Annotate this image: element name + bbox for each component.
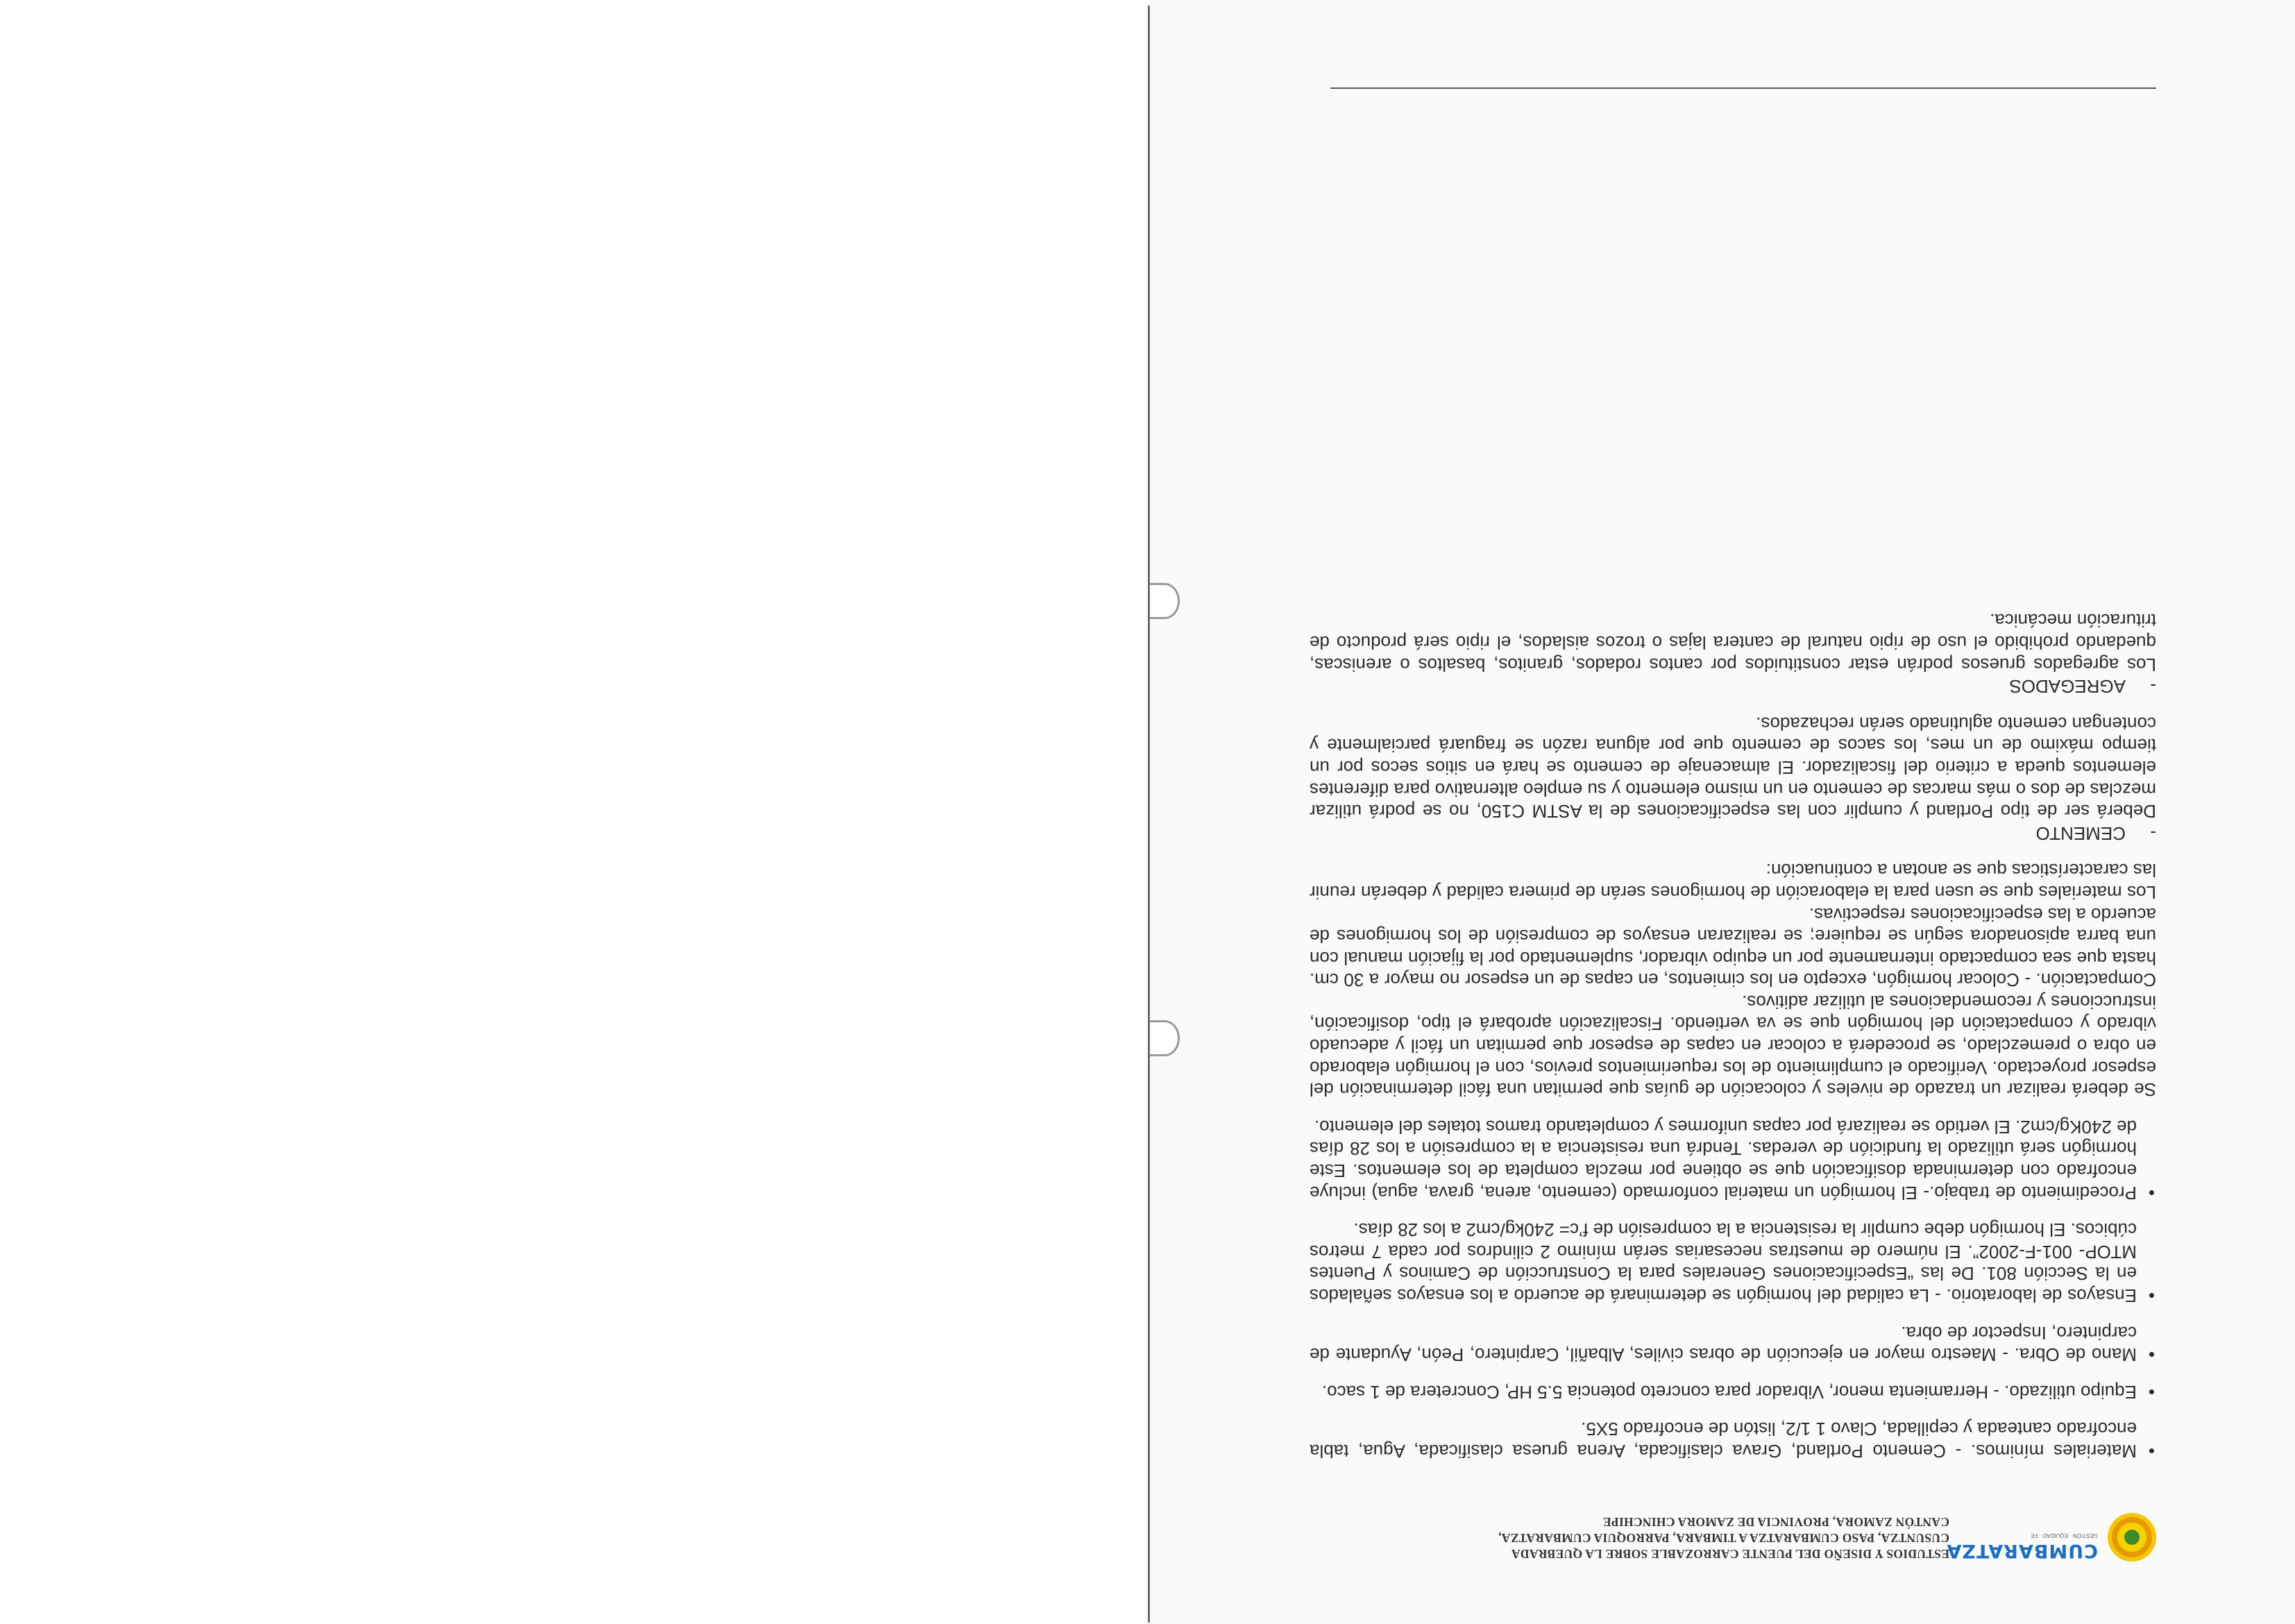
logo-tagline: GESTIÓN · EQUIDAD · FE (2031, 1532, 2098, 1539)
paragraph-compaction: Compactación. - Colocar hormigón, excepto en los cimientos, en capas de un espesor no mayor a 30 cm. hasta que sea compactado internamente por un equipo vibrador, suplementado por la fijación manual con una barra apisonadora según se requiere; se realizaran ensayos de compresión de los hormigones de acuerdo a las especificaciones respectivas. (1310, 904, 2156, 991)
section-text-cement: Deberá ser de tipo Portland y cumplir con las especificaciones de la ASTM C150, no se podrá utilizar mezclas de dos o más marcas de cemento en un mismo elemento y su empleo alternativo para diferentes elementos queda a criterio del fiscalizador. El almacenaje de cemento se hará en sitios secos por un tiempo máximo de un mes, los sacos de cemento que por alguna razón se fraguará parcialmente y contengan cemento aglutinado serán rechazados. (1310, 713, 2156, 822)
paragraph-leveling: Se deberá realizar un trazado de niveles y colocación de guías que permitan una fácil determinación del espesor proyectado. Verificado el cumplimiento de los requerimientos previos, con el hormigón elaborado en obra o premezclado, se procederá a colocar en capas de espesor que permitan un fácil y adecuado vibrado y compactación del hormigón que se va vertiendo. Fiscalización aprobará el tipo, dosificación, instrucciones y recomendaciones al utilizar aditivos. (1310, 991, 2156, 1101)
document-body (1310, 609, 2156, 1462)
section-text-aggregates: Los agregados gruesos podrán estar constituidos por cantos rodados, granitos, basaltos o areniscas, quedando prohibido el uso de ripio natural de cantera lajas o trozos aislados, el ripio será producto de trituración mecánica. (1310, 610, 2156, 675)
title-line-3: CANTÓN ZAMORA, PROVINCIA DE ZAMORA CHINCHIPE (1602, 1515, 1949, 1529)
title-line-1: ESTUDIOS Y DISEÑO DEL PUENTE CARROZABLE SOBRE LA QUEBRADA (1511, 1547, 1949, 1561)
logo-name: CUMBARATZA (1946, 1540, 2098, 1562)
list-item-lab-tests: • Ensayos de laboratorio. - La calidad del hormigón se determinará de acuerdo a los ensayos señalados en la Sección 801. De las “Especificaciones Generales para la Construcción de Caminos y Puentes MTOP- 001-F-2002”. El número de muestras necesarias serán mínimo 2 cilindros por cada 7 metros cúbicos. El hormigón debe cumplir la resistencia a la compresión de f’c= 240kg/cm2 a los 28 días. (1310, 1219, 2137, 1306)
brand-logo (1946, 1532, 2098, 1562)
section-heading-cement: -CEMENTO (2035, 822, 2156, 844)
section-title-cement: CEMENTO (2035, 822, 2126, 844)
paragraph-materials-intro: Los materiales que se usen para la elaboración de hormigones serán de primera calidad y deberán reunir las características que se anotan a continuación: (1310, 860, 2156, 903)
list-item-equipment: • Equipo utilizado. - Herramienta menor, Vibrador para concreto potencia 5.5 HP, Concretera de 1 saco. (1310, 1380, 2137, 1403)
title-line-2: CUSUNTZA, PASO CUMBARATZA A TIMBARA, PARROQUIA CUMBARATZA, (1498, 1531, 1949, 1545)
bullet-list (1310, 1115, 2156, 1462)
footer-rule (1330, 87, 2156, 89)
document-header (1310, 1471, 2156, 1562)
list-item-materials: • Materiales mínimos. - Cemento Portland, Grava clasificada, Arena gruesa clasificada, Agua, tabla encofrado canteada y cepillada, Clavo 1 1/2, listón de encofrado 5X5. (1310, 1418, 2137, 1462)
list-item-procedure: • Procedimiento de trabajo.- El hormigón un material conformado (cemento, arena, grava, agua) incluye encofrado con determinada dosificación que se obtiene por mezcla completa de los elementos. Este hormigón será utilizado la fundición de veredas. Tendrá una resistencia a la compresión a los 28 días de 240Kg/cm2. El vertido se realizará por capas uniformes y completando tramos totales del elemento. (1310, 1115, 2137, 1203)
punch-hole-bottom (1150, 583, 1180, 619)
punch-hole-top (1150, 1020, 1180, 1056)
project-title (1498, 1514, 1949, 1562)
list-item-labor: • Mano de Obra. - Maestro mayor en ejecución de obras civiles, Albañil, Carpintero, Peón, Ayudante de carpintero, Inspector de obra. (1310, 1321, 2137, 1365)
document-content-rotated (1310, 69, 2156, 1562)
section-title-aggregates: AGREGADOS (2009, 676, 2126, 697)
section-heading-aggregates: -AGREGADOS (2009, 676, 2156, 697)
municipal-seal-logo (2108, 1513, 2156, 1562)
